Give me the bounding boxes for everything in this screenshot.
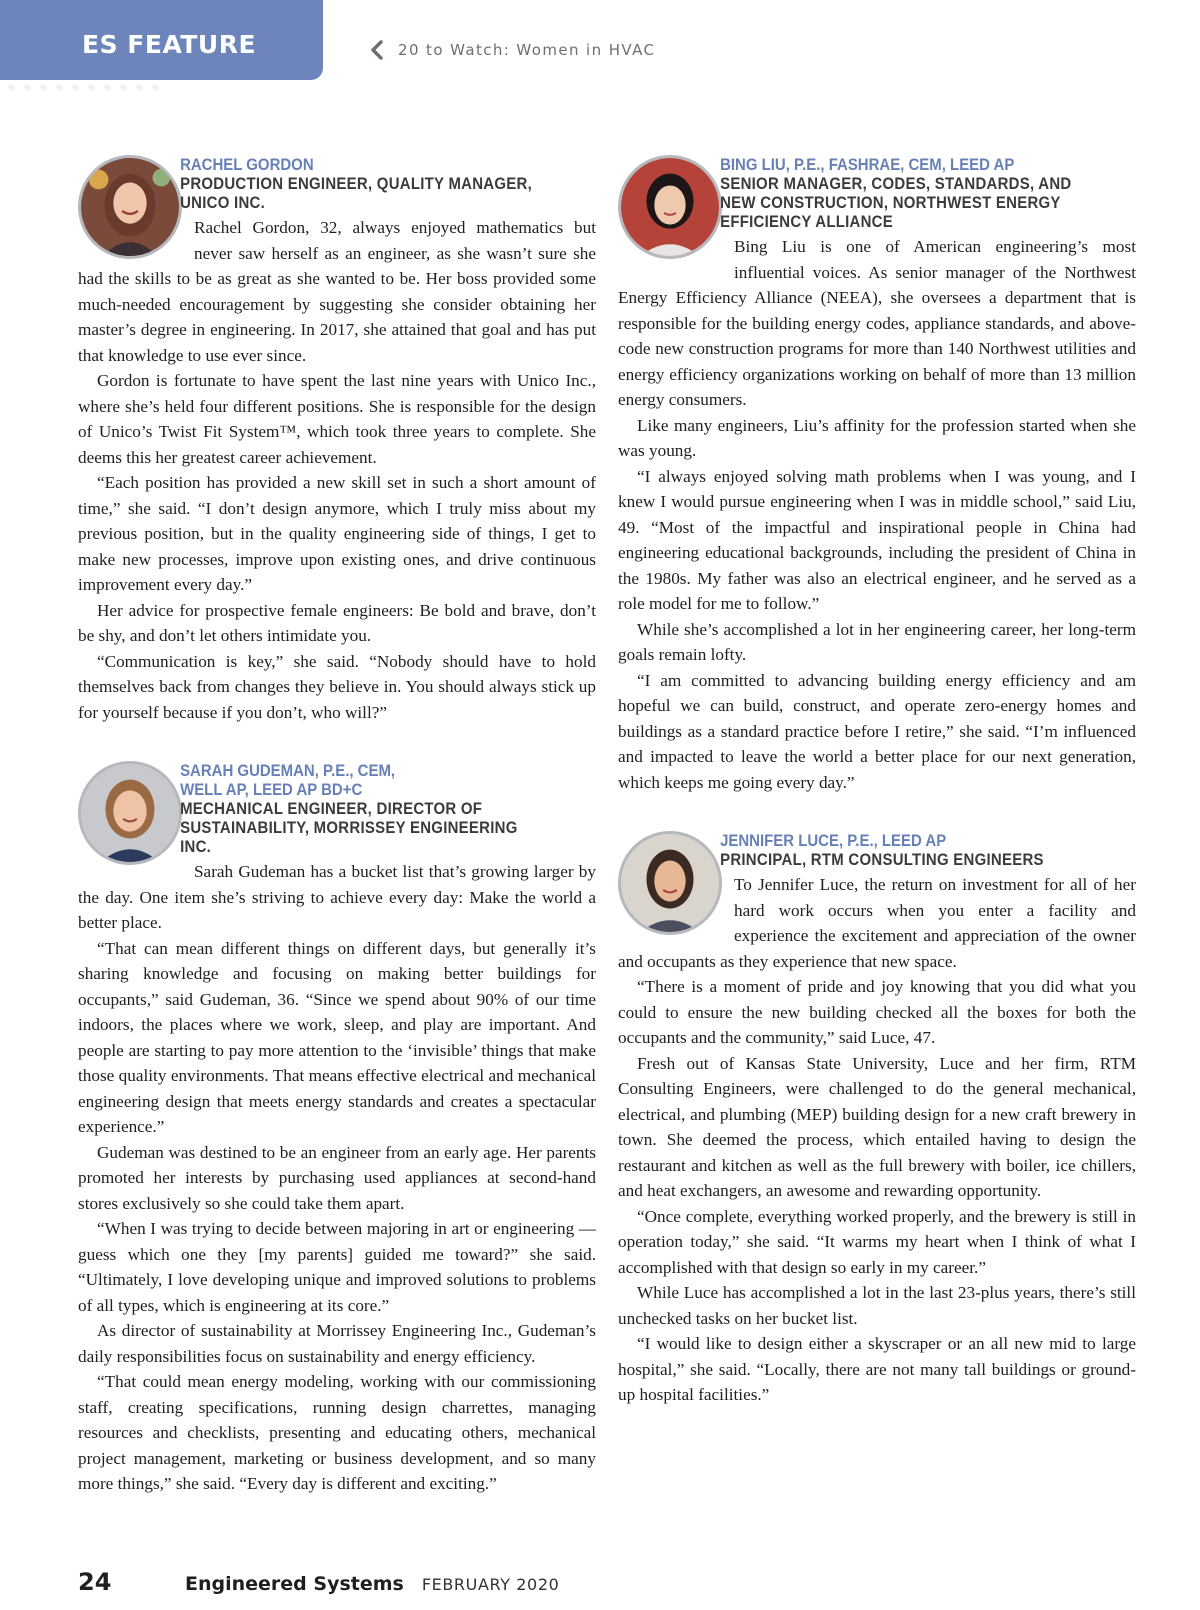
left-column — [78, 155, 596, 1533]
paragraph: Gudeman was destined to be an engineer from an early age. Her parents promoted her interests by purchasing used appliances at second-hand stores exclusively so she could take them apart. — [78, 1142, 596, 1213]
breadcrumb-link[interactable]: 20 to Watch: Women in HVAC — [398, 41, 656, 59]
paragraph: While Luce has accomplished a lot in the last 23-plus years, there’s still unchecked tasks on her bucket list. — [618, 1283, 1136, 1328]
paragraph: “There is a moment of pride and joy knowing that you did what you could to ensure the new building checked all the boxes for both the occupants and the community,” said Luce, 47. — [618, 977, 1136, 1047]
right-column — [618, 155, 1136, 1444]
paragraph: Rachel Gordon, 32, always enjoyed mathematics but never saw herself as an engineer, as she wasn’t sure she had the skills to be as great as she wanted to be. Her boss provided some much-needed encouragement by suggesting she consider obtaining her master’s degree in engineering. In 2017, she attained that goal and has put that knowledge to use ever since. — [78, 218, 596, 365]
issue-date: FEBRUARY 2020 — [421, 1575, 560, 1594]
page-footer — [78, 1568, 559, 1596]
paragraph: Gordon is fortunate to have spent the last nine years with Unico Inc., where she’s held four different positions. She is responsible for the design of Unico’s Twist Fit System™, which took three years to complete. She deems this her greatest career achievement. — [78, 371, 596, 467]
profile-name: SARAH GUDEMAN, P.E., CEM, WELL AP, LEED AP BD+C — [180, 761, 396, 799]
section-label: ES FEATURE — [82, 30, 257, 59]
profile-rachel-gordon — [78, 155, 596, 725]
profile-bing-liu — [618, 155, 1136, 795]
breadcrumb[interactable] — [370, 40, 655, 60]
paragraph: “Once complete, everything worked properly, and the brewery is still in operation today,” she said. “It warms my heart when I think of what I accomplished with that design so early in my career.” — [618, 1206, 1136, 1277]
decorative-dots — [0, 84, 208, 92]
profile-jennifer-luce — [618, 831, 1136, 1408]
paragraph: Sarah Gudeman has a bucket list that’s growing larger by the day. One item she’s striving to achieve every day: Make the world a better place. — [78, 862, 596, 932]
profile-name: BING LIU, P.E., FASHRAE, CEM, LEED AP — [720, 155, 1015, 174]
chevron-left-icon[interactable] — [370, 40, 384, 60]
section-tab — [0, 0, 323, 80]
profile-sarah-gudeman — [78, 761, 596, 1497]
paragraph: Her advice for prospective female engineers: Be bold and brave, don’t be shy, and don’t let others intimidate you. — [78, 600, 596, 645]
paragraph: “Each position has provided a new skill set in such a short amount of time,” she said. “I don’t design anymore, which I truly miss about my previous position, but in the quality engineering side of things, I get to make new processes, improve upon existing ones, and drive continuous improvement every day.” — [78, 473, 596, 594]
paragraph: “When I was trying to decide between majoring in art or engineering — guess which one they [my parents] guided me toward?” she said. “Ultimately, I love developing unique and improved solutions to problems of all types, which is engineering at its core.” — [78, 1219, 596, 1315]
paragraph: While she’s accomplished a lot in her engineering career, her long-term goals remain lofty. — [618, 619, 1136, 664]
profile-title: MECHANICAL ENGINEER, DIRECTOR OF SUSTAINABILITY, MORRISSEY ENGINEERING INC. — [180, 799, 518, 856]
publication-name: Engineered Systems — [185, 1573, 404, 1595]
paragraph: Like many engineers, Liu’s affinity for the profession started when she was young. — [618, 415, 1136, 460]
paragraph: “That can mean different things on different days, but generally it’s sharing knowledge and focusing on making better buildings for occupants,” said Gudeman, 36. “Since we spend about 90% of our time indoors, the places where we work, sleep, and play are important. And people are starting to pay more attention to the ‘invisible’ things that make those quality environments. That means effective electrical and mechanical engineering design that meets energy standards and creates a spectacular experience.” — [78, 938, 596, 1136]
paragraph: To Jennifer Luce, the return on investment for all of her hard work occurs when you enter a facility and experience the excitement and appreciation of the owner and occupants as they experience that new space. — [618, 875, 1136, 971]
page-number: 24 — [78, 1568, 112, 1596]
paragraph: Fresh out of Kansas State University, Luce and her firm, RTM Consulting Engineers, were challenged to do the general mechanical, electrical, and plumbing (MEP) building design for a new craft brewery in town. She deemed the process, which entailed having to design the restaurant and kitchen as well as the full brewery with boiler, ice chillers, and heat exchangers, an awesome and rewarding opportunity. — [618, 1053, 1136, 1200]
profile-title: SENIOR MANAGER, CODES, STANDARDS, AND NEW CONSTRUCTION, NORTHWEST ENERGY EFFICIENCY ALLIANCE — [720, 174, 1072, 231]
paragraph: As director of sustainability at Morrissey Engineering Inc., Gudeman’s daily responsibilities focus on sustainability and energy efficiency. — [78, 1321, 596, 1366]
paragraph: “I am committed to advancing building energy efficiency and am hopeful we can build, construct, and operate zero-energy homes and buildings as a standard practice before I retire,” she said. “I’m influenced and impacted to leave the world a better place for our next generation, which keeps me going every day.” — [618, 670, 1136, 792]
paragraph: “I would like to design either a skyscraper or an all new mid to large hospital,” she said. “Locally, there are not many tall buildings or ground-up hospital facilities.” — [618, 1334, 1136, 1404]
profile-name: JENNIFER LUCE, P.E., LEED AP — [720, 831, 947, 850]
profile-title: PRODUCTION ENGINEER, QUALITY MANAGER, UNICO INC. — [180, 174, 533, 212]
paragraph: “I always enjoyed solving math problems when I was young, and I knew I would pursue engineering when I was in middle school,” said Liu, 49. “Most of the impactful and inspirational people in China had engineering educational backgrounds, including the president of China in the 1980s. My father was also an electrical engineer, and he served as a role model for me to follow.” — [618, 466, 1136, 613]
profile-title: PRINCIPAL, RTM CONSULTING ENGINEERS — [720, 850, 1044, 869]
paragraph: Bing Liu is one of American engineering’s most influential voices. As senior manager of the Northwest Energy Efficiency Alliance (NEEA), she oversees a department that is responsible for the building energy codes, appliance standards, and above-code new construction programs for more than 140 Northwest utilities and energy efficiency organizations working on behalf of more than 13 million energy consumers. — [618, 237, 1136, 409]
profile-name: RACHEL GORDON — [180, 155, 314, 174]
paragraph: “Communication is key,” she said. “Nobody should have to hold themselves back from changes they believe in. You should always stick up for yourself because if you don’t, who will?” — [78, 651, 596, 722]
paragraph: “That could mean energy modeling, working with our commissioning staff, creating specifications, running design charrettes, managing resources and checklists, presenting and educating others, mechanical project management, marketing or business development, and so many more things,” she said. “Every day is different and exciting.” — [78, 1372, 596, 1493]
